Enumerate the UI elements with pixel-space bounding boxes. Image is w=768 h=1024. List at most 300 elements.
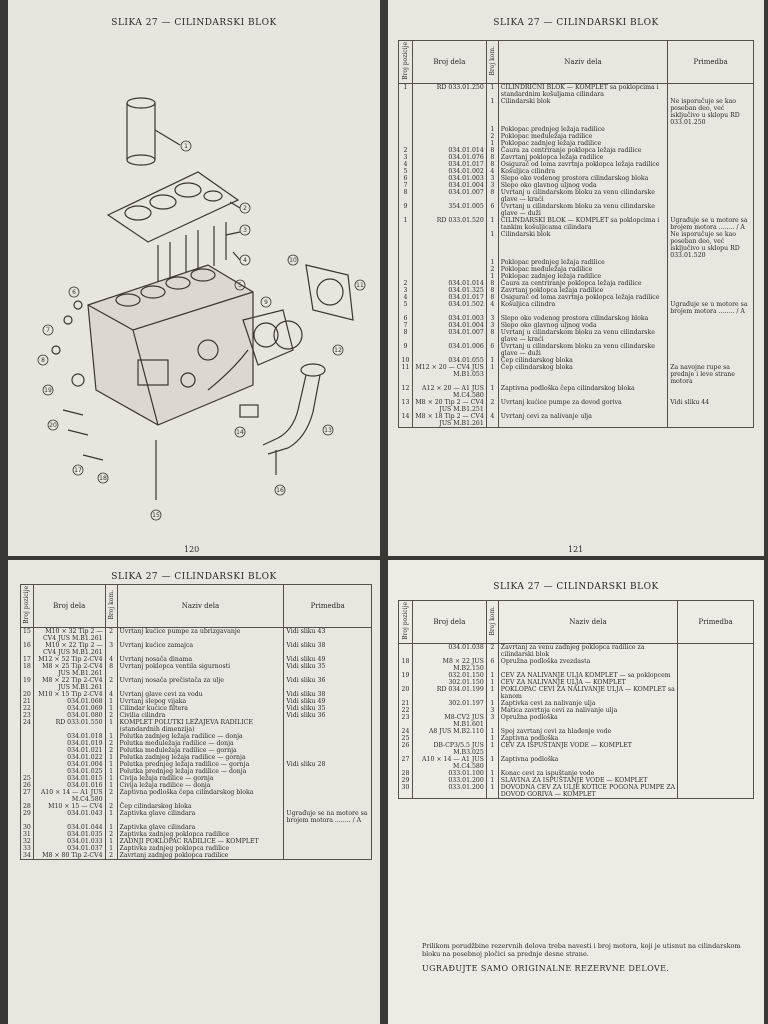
pos-cell: 19 [399,672,413,679]
note-cell [678,742,754,756]
pos-cell: 24 [21,719,34,733]
cylinder-block [88,265,253,425]
pos-cell: 5 [399,168,413,175]
note-cell [678,735,754,742]
table-row [399,98,754,126]
part-number-cell: 034.01.325 [412,287,486,294]
pos-cell: 28 [21,803,34,810]
col-note-header: Primedba [668,41,754,84]
pos-cell: 17 [21,656,34,663]
part-number-cell: 034.01.044 [33,824,105,831]
table-row [21,824,372,831]
note-cell [668,140,754,147]
part-name-cell: Uvrtanj u cilindarskom bloku za venu cilindarske glave — duži [498,343,667,357]
part-name-cell: Zavrtanj poklopca ležaja radilice [498,154,667,161]
pos-cell: 18 [21,663,34,677]
part-name-cell: Spoj zavrtanj cevi za hlađenje vode [498,728,677,735]
oil-filler-pipe [263,364,325,454]
pos-cell: 34 [21,852,34,860]
part-number-cell: 033.01.100 [412,770,486,777]
part-number-cell: M12 × 20 — CV4 JUS M.B1.053 [412,364,486,385]
part-name-cell: Poklopac zadnjeg ležaja radilice [498,140,667,147]
qty-cell: 3 [486,714,498,728]
part-number-cell: 034.01.080 [33,712,105,719]
pos-cell: 15 [21,628,34,643]
table-row [399,301,754,315]
exploded-diagram [8,30,380,550]
part-name-cell: Cilindarski blok [498,98,667,126]
table-row [399,259,754,266]
note-cell [284,803,372,810]
note-cell: Ugrađuje se u motore sa brojem motora ........ / A [668,301,754,315]
qty-cell: 2 [486,133,498,140]
part-number-cell [412,259,486,266]
note-cell [678,714,754,728]
note-cell: Ne isporučuje se kao poseban deo, već isključivo u sklopu RD 033.01.520 [668,231,754,259]
part-name-cell: Zaptivka zadnjeg poklopca radilice [117,845,284,852]
qty-cell: 1 [105,782,117,789]
plug [52,346,60,354]
part-name-cell: Košuljica cilindra [498,301,667,315]
qty-cell: 1 [105,719,117,733]
table-row [399,679,754,686]
pos-cell: 29 [21,810,34,824]
callout: 7 [46,327,50,334]
pos-cell: 26 [21,782,34,789]
note-cell [668,203,754,217]
callout: 8 [41,357,45,364]
part-number-cell: M10 × 22 Tip 2 — CV4 JUS M.B1.261 [33,642,105,656]
part-number-cell: M8 × 80 Tip 2-CV4 [33,852,105,860]
table-row [399,700,754,707]
part-number-cell: 034.01.019 [33,740,105,747]
part-number-cell: M8 × 18 Tip 2 — CV4 JUS M.B1.261 [412,413,486,428]
col-part-header: Broj dela [33,585,105,628]
qty-cell: 1 [486,728,498,735]
table-row [399,742,754,756]
part-name-cell: CILINDRIČNI BLOK — KOMPLET sa poklopcima i standardnim košuljama cilindara [498,84,667,99]
part-number-cell: M10 × 15 Tip 2-CV4 [33,691,105,698]
part-number-cell: M12 × 52 Tip 2-CV4 [33,656,105,663]
part-name-cell: Čep cilindarskog bloka [117,803,284,810]
pos-cell: 14 [399,413,413,428]
pos-cell: 8 [399,189,413,203]
part-number-cell: 034.01.069 [33,705,105,712]
stud [83,455,103,460]
part-name-cell: Zaptivna podloška [498,735,677,742]
part-name-cell: Čep cilindarskog bloka [498,364,667,385]
qty-cell: 2 [105,740,117,747]
pos-cell [399,644,413,659]
col-name-header: Naziv dela [498,601,677,644]
pos-cell: 20 [399,686,413,700]
part-number-cell: 033.01.200 [412,784,486,799]
part-number-cell: A8 JUS M.B2.110 [412,728,486,735]
table-row [399,658,754,672]
qty-cell: 1 [105,810,117,824]
part-number-cell: 034.01.037 [33,845,105,852]
pos-cell [21,733,34,740]
qty-cell: 2 [105,831,117,838]
note-cell [668,84,754,99]
table-row [399,273,754,280]
pos-cell: 10 [399,357,413,364]
table-row [21,803,372,810]
part-name-cell: Zaptivka glave cilindara [117,824,284,831]
part-name-cell: Zaptivka glave cilindara [117,810,284,824]
part-name-cell: Zavrtanj za venu zadnjeg poklopca radilice za cilindarski blok [498,644,677,659]
qty-cell: 1 [105,845,117,852]
note-cell: Za navojne rupe sa prednje i leve strane motora [668,364,754,385]
footer-warning: UGRAĐUJTE SAMO ORIGINALNE REZERVNE DELOVE. [422,964,670,973]
qty-cell: 1 [105,768,117,775]
part-number-cell [412,735,486,742]
note-cell [678,784,754,799]
note-cell: Vidi sliku 35 [284,705,372,712]
part-number-cell: 034.01.007 [412,189,486,203]
table-row [21,782,372,789]
pos-cell: 1 [399,217,413,231]
col-part-header: Broj dela [412,41,486,84]
col-name-header: Naziv dela [117,585,284,628]
pos-cell: 26 [399,742,413,756]
pos-cell [399,266,413,273]
part-name-cell: Polutka međuležaja radilice — gornja [117,747,284,754]
part-name-cell: Uvrtanj glave cevi za vodu [117,691,284,698]
stud [63,410,83,415]
callout: 10 [289,257,297,264]
note-cell [284,831,372,838]
part-name-cell: Zaptivka cevi za nalivanje ulja [498,700,677,707]
qty-cell: 8 [486,161,498,168]
note-cell: Vidi sliku 36 [284,712,372,719]
callout: 19 [44,387,52,394]
note-cell [284,740,372,747]
table-row [21,838,372,845]
pos-cell: 30 [399,784,413,799]
part-name-cell: Čep cilindarskog bloka [498,357,667,364]
qty-cell: 1 [486,217,498,231]
pos-cell [399,126,413,133]
part-number-cell [412,707,486,714]
table-row [399,399,754,413]
pos-cell: 2 [399,147,413,154]
note-cell: Vidi sliku 38 [284,642,372,656]
pos-cell: 12 [399,385,413,399]
qty-cell: 1 [486,357,498,364]
pos-cell [21,740,34,747]
page-title: SLIKA 27 — CILINDARSKI BLOK [493,18,659,28]
note-cell [678,658,754,672]
qty-cell: 3 [105,642,117,656]
pos-cell: 3 [399,154,413,161]
part-number-cell: 033.01.200 [412,777,486,784]
part-number-cell: A10 × 14 — A1 JUS M.C4.580 [412,756,486,770]
table-row [21,733,372,740]
plug [74,301,82,309]
col-part-header: Broj dela [412,601,486,644]
col-qty-header: Broj kom. [486,41,498,84]
callout: 4 [243,257,247,264]
qty-cell: 1 [486,98,498,126]
part-number-cell: 034.01.014 [412,147,486,154]
callout: 2 [243,205,247,212]
pos-cell [399,273,413,280]
note-cell [668,329,754,343]
note-cell [668,126,754,133]
part-name-cell: Zaptivna podloška [498,756,677,770]
qty-cell: 2 [105,677,117,691]
footer-note: Prilikom porudžbine rezervnih delova treba navesti i broj motora, koji je utisnut na cilindarskom bloku na posebnoj pločici sa prednje desne strane. [422,942,741,958]
pos-cell: 5 [399,301,413,315]
part-name-cell: Civilia cilindra [117,712,284,719]
table-row [21,789,372,803]
qty-cell: 8 [486,329,498,343]
pos-cell: 13 [399,399,413,413]
col-qty-header: Broj kom. [105,585,117,628]
part-number-cell: 034.01.502 [412,301,486,315]
page-left-bottom [8,560,380,1024]
note-cell [284,747,372,754]
table-row [21,747,372,754]
part-number-cell: 034.01.025 [33,768,105,775]
pos-cell [21,761,34,768]
callout: 12 [334,347,342,354]
drain-valve [240,405,258,417]
part-number-cell: DB-CP3/5.5 JUS M.B3.025 [412,742,486,756]
washer [72,374,84,386]
note-cell [678,686,754,700]
note-cell: Ugrađuje se u motore sa brojem motora ........ / A [668,217,754,231]
table-row [399,672,754,679]
part-name-cell: Civija ležaja radilice — gornja [117,775,284,782]
part-name-cell: Zaptivna podloška čepa cilindarskog bloka [117,789,284,803]
pos-cell [21,768,34,775]
note-cell [678,777,754,784]
part-name-cell: Cilindarski blok [498,231,667,259]
col-pos-header: Broj pozicije [399,601,413,644]
part-name-cell: Zaptivka zadnjeg poklopca radilice [117,831,284,838]
part-name-cell: Uvrtanj slepog vijaka [117,698,284,705]
pos-cell: 6 [399,175,413,182]
part-name-cell: Opružna podloška [498,714,677,728]
part-number-cell: 034.01.002 [412,168,486,175]
part-name-cell: Uvrtanj u cilindarskom bloku za venu cilindarske glave — duži [498,203,667,217]
part-name-cell: POKLOPAC CEVI ZA NALIVANJE ULJA — KOMPLET sa kanom [498,686,677,700]
part-number-cell: A10 × 14 — A1 JUS M.C4.580 [33,789,105,803]
callout: 15 [152,512,160,519]
note-cell: Vidi sliku 28 [284,761,372,768]
table-row [399,231,754,259]
parts-table [20,584,372,860]
qty-cell: 3 [486,322,498,329]
qty-cell: 1 [105,761,117,768]
qty-cell: 1 [486,84,498,99]
part-number-cell: 034.01.017 [412,161,486,168]
qty-cell: 1 [486,700,498,707]
table-row [399,126,754,133]
part-name-cell: Čaura za centriranje poklopca ležaja radilice [498,280,667,287]
part-name-cell: Uvrtanj poklopca ventila sigurnosti [117,663,284,677]
note-cell [284,838,372,845]
part-number-cell: 034.01.076 [412,154,486,161]
qty-cell: 1 [486,126,498,133]
col-pos-header: Broj pozicije [21,585,34,628]
qty-cell: 1 [486,364,498,385]
note-cell [668,266,754,273]
table-row [399,154,754,161]
part-name-cell: Zavrtanj poklopca ležaja radilice [498,287,667,294]
table-row [399,182,754,189]
table-row [21,761,372,768]
part-number-cell: 034.01.004 [33,761,105,768]
table-row [399,784,754,799]
table-row [399,364,754,385]
qty-cell: 1 [486,259,498,266]
part-name-cell: Zaptivna podloška čepa cilindarskog bloka [498,385,667,399]
note-cell [678,700,754,707]
timing-cover [306,265,353,320]
qty-cell: 4 [105,656,117,663]
part-number-cell [412,266,486,273]
table-row [399,266,754,273]
page-title: SLIKA 27 — CILINDARSKI BLOK [111,572,277,582]
part-name-cell: Poklopac međuležaja radilice [498,133,667,140]
part-number-cell: 034.01.043 [33,810,105,824]
callout: 14 [236,429,244,436]
qty-cell: 8 [486,287,498,294]
qty-cell: 2 [105,628,117,643]
note-cell [668,154,754,161]
pos-cell [399,98,413,126]
note-cell [668,343,754,357]
table-row [21,663,372,677]
part-name-cell: Osigurač od loma zavrtnja poklopca ležaja radilice [498,294,667,301]
part-name-cell: Poklopac prednjeg ležaja radilice [498,126,667,133]
qty-cell: 1 [486,672,498,679]
pos-cell: 6 [399,315,413,322]
table-row [399,686,754,700]
table-row [21,691,372,698]
pos-cell: 29 [399,777,413,784]
callout: 16 [276,487,284,494]
part-name-cell: Uvrtanj nosača prečistača za ulje [117,677,284,691]
qty-cell: 1 [105,754,117,761]
pos-cell: 23 [21,712,34,719]
pos-cell: 20 [21,691,34,698]
cylinder-liner [127,98,155,165]
pos-cell: 1 [399,84,413,99]
table-row [399,735,754,742]
note-cell [678,770,754,777]
table-row [399,707,754,714]
stud [68,430,88,435]
part-number-cell: 034.01.014 [412,280,486,287]
part-number-cell: M8-CV2 JUS M.B1.601 [412,714,486,728]
part-number-cell: 034.01.003 [412,175,486,182]
part-name-cell: Cilindar kućice filtera [117,705,284,712]
qty-cell: 1 [105,698,117,705]
qty-cell: 6 [486,203,498,217]
parts-table [398,40,754,428]
qty-cell: 3 [486,315,498,322]
part-number-cell: 034.01.038 [412,644,486,659]
part-number-cell: RD 034.01.199 [412,686,486,700]
page-number: 121 [568,545,584,554]
note-cell [678,707,754,714]
pos-cell: 2 [399,280,413,287]
table-row [399,203,754,217]
part-name-cell: Uvrtanj u cilindarskom bloku za venu cilindarske glave — kraći [498,189,667,203]
note-cell [668,161,754,168]
part-name-cell: Civija ležaja radilice — donja [117,782,284,789]
table-row [21,852,372,860]
part-number-cell: 034.01.033 [33,838,105,845]
qty-cell: 2 [105,852,117,860]
table-row [21,698,372,705]
qty-cell: 4 [105,691,117,698]
part-name-cell: Uvrtanj cevi za nalivanje ulja [498,413,667,428]
note-cell: Vidi sliku 43 [284,628,372,643]
page-left-top [8,0,380,556]
table-row [21,754,372,761]
part-name-cell: Poklopac međuležaja radilice [498,266,667,273]
note-cell [668,413,754,428]
qty-cell: 1 [486,742,498,756]
note-cell [284,782,372,789]
callout: 6 [72,289,76,296]
part-name-cell: KOMPLET POLUTKI LEŽAJEVA RADILICE (standardnih dimenzija) [117,719,284,733]
note-cell [284,789,372,803]
part-number-cell: M8 × 22 JUS M.B2.150 [412,658,486,672]
part-number-cell [412,133,486,140]
qty-cell: 1 [486,273,498,280]
pos-cell: 4 [399,294,413,301]
qty-cell: 6 [486,658,498,672]
qty-cell: 1 [105,824,117,831]
callout: 1 [184,143,188,150]
part-name-cell: CILINDARSKI BLOK — KOMPLET sa poklopcima i tankim košuljicama cilindara [498,217,667,231]
pos-cell: 9 [399,203,413,217]
part-number-cell: RD 033.01.550 [33,719,105,733]
table-row [399,413,754,428]
part-name-cell: Polutka međuležaja radilice — donja [117,740,284,747]
note-cell: Vidi sliku 35 [284,663,372,677]
part-name-cell: Slepo oko glavnog uljnog voda [498,182,667,189]
part-name-cell: Slepo oko vodenog prostora cilindarskog bloka [498,175,667,182]
note-cell: Vidi sliku 36 [284,677,372,691]
table-row [21,845,372,852]
qty-cell: 1 [486,231,498,259]
note-cell [668,175,754,182]
note-cell [678,644,754,659]
pos-cell: 23 [399,714,413,728]
note-cell [284,775,372,782]
pos-cell: 21 [21,698,34,705]
table-row [399,161,754,168]
pos-cell: 25 [21,775,34,782]
part-name-cell: Zavrtanj zadnjeg poklopca radilice [117,852,284,860]
qty-cell: 3 [486,707,498,714]
pos-cell: 33 [21,845,34,852]
qty-cell: 1 [486,777,498,784]
part-name-cell: Konac cevi za ispuštanje vode [498,770,677,777]
pos-cell: 25 [399,735,413,742]
note-cell [668,357,754,364]
part-number-cell: RD 033.01.520 [412,217,486,231]
page-title: SLIKA 27 — CILINDARSKI BLOK [111,18,277,28]
part-name-cell: Uvrtanj u cilindarskom bloku za venu cilindarske glave — kraći [498,329,667,343]
